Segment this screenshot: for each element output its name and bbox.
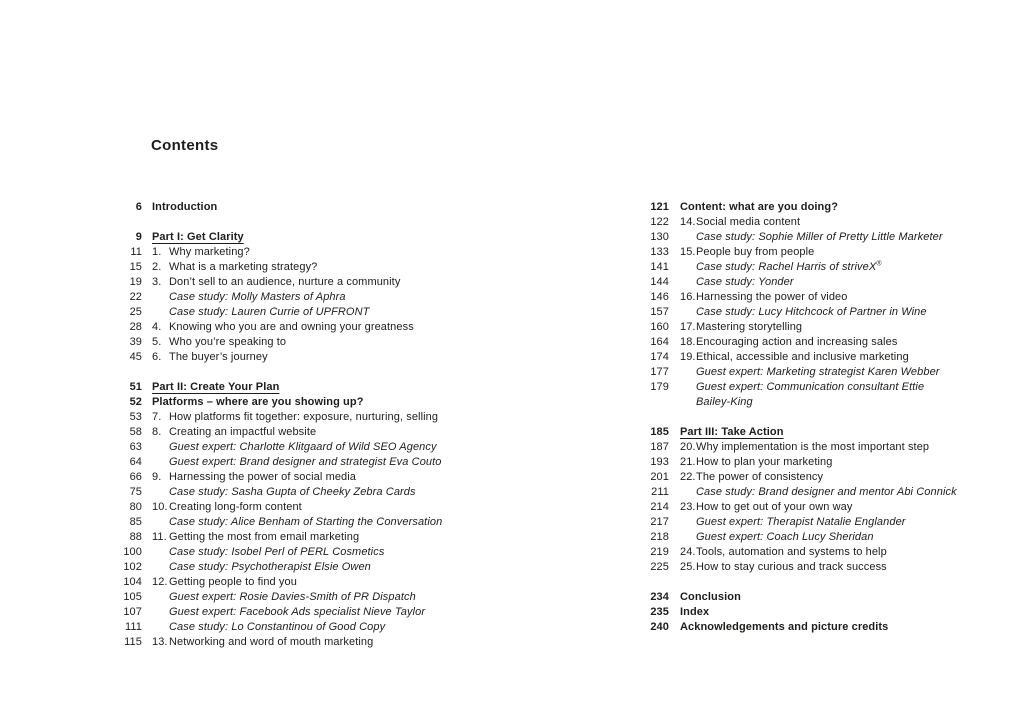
toc-page-number: 214 [650,501,669,513]
toc-chapter-entry [116,530,556,545]
toc-chapter-number: 6. [152,351,162,363]
toc-entry-text: Harnessing the power of social media [169,471,357,483]
toc-entry-text: Guest expert: Facebook Ads specialist Nieve Taylor [169,606,426,618]
toc-page-number: 179 [650,381,669,393]
toc-chapter-number: 20. [680,441,696,453]
toc-chapter-entry [116,260,556,275]
toc-chapter-number [680,485,696,500]
toc-entry-text: Creating an impactful website [169,426,317,438]
toc-entry-content [680,455,1013,470]
toc-entry-content [680,515,1013,530]
toc-entry-content [152,380,556,395]
toc-chapter-number: 22. [680,471,696,483]
toc-page-number: 22 [129,291,142,303]
toc-case-study-entry [643,380,1013,395]
toc-chapter-entry [643,350,1013,365]
toc-entry-text: Why marketing? [169,246,250,258]
toc-entry-content [680,560,1013,575]
toc-case-study-entry [116,440,556,455]
toc-page-number: 15 [129,261,142,273]
toc-chapter-number: 25. [680,561,696,573]
toc-entry-text: Conclusion [680,591,741,603]
toc-top-level-entry [643,605,1013,620]
toc-entry-content [680,530,1013,545]
toc-entry-content [152,410,556,425]
toc-page-number: 80 [129,501,142,513]
toc-page-number: 105 [123,591,142,603]
toc-chapter-entry [116,275,556,290]
toc-page-number: 75 [129,486,142,498]
toc-entry-content [152,440,556,455]
toc-page-number: 66 [129,471,142,483]
toc-entry-text: Getting people to find you [169,576,297,588]
toc-entry-text: Bailey-King [696,396,753,408]
toc-chapter-number [152,485,169,500]
toc-part-heading [116,380,556,395]
toc-entry-content [152,395,556,410]
toc-chapter-entry [643,335,1013,350]
toc-entry-text: Part III: Take Action [680,426,784,438]
registered-trademark-symbol: ® [876,260,882,268]
toc-entry-text: The power of consistency [696,471,824,483]
toc-chapter-number: 7. [152,411,162,423]
toc-entry-content [680,395,1013,410]
toc-spacer [643,410,1013,425]
toc-entry-content [152,230,556,245]
toc-entry-content [680,275,1013,290]
toc-entry-text: Guest expert: Communication consultant Ettie [696,381,925,393]
toc-page-number: 102 [123,561,142,573]
toc-case-study-entry [643,515,1013,530]
toc-case-study-entry [116,485,556,500]
toc-page-number: 217 [650,516,669,528]
toc-chapter-entry [643,455,1013,470]
toc-chapter-number [152,515,169,530]
toc-entry-content [152,545,556,560]
toc-page-number: 164 [650,336,669,348]
toc-entry-text: How to plan your marketing [696,456,833,468]
toc-case-study-entry [643,260,1013,275]
toc-chapter-number: 1. [152,246,162,258]
toc-entry-content [152,290,556,305]
toc-entry-content [152,335,556,350]
toc-case-study-entry [643,485,1013,500]
toc-chapter-number: 16. [680,291,696,303]
toc-entry-text: Guest expert: Coach Lucy Sheridan [696,531,874,543]
toc-case-study-entry [643,530,1013,545]
toc-chapter-entry [643,545,1013,560]
toc-page-number: 187 [650,441,669,453]
toc-case-study-entry [643,365,1013,380]
toc-chapter-entry [116,575,556,590]
toc-page-number: 185 [650,426,669,438]
toc-entry-text: Networking and word of mouth marketing [169,636,374,648]
toc-chapter-number: 24. [680,546,696,558]
toc-page-number: 85 [129,516,142,528]
toc-entry-text: Case study: Lauren Currie of UPFRONT [169,306,370,318]
toc-top-level-entry [643,620,1013,635]
toc-entry-text: Case study: Lucy Hitchcock of Partner in Wine [696,306,927,318]
toc-entry-content [152,635,556,650]
toc-entry-text: Ethical, accessible and inclusive marketing [696,351,909,363]
toc-entry-text: People buy from people [696,246,815,258]
toc-page-number: 225 [650,561,669,573]
toc-page-number: 133 [650,246,669,258]
toc-case-study-entry [643,275,1013,290]
toc-entry-content [152,485,556,500]
toc-page-number: 11 [130,246,142,258]
toc-entry-content [680,260,1013,275]
toc-entry-content [152,200,556,215]
toc-chapter-entry [643,560,1013,575]
toc-chapter-number [680,395,696,410]
toc-chapter-number: 4. [152,321,162,333]
toc-entry-content [152,605,556,620]
toc-entry-content [152,575,556,590]
toc-part-heading [643,425,1013,440]
toc-case-study-entry [116,455,556,470]
toc-entry-content [680,545,1013,560]
toc-page-number: 122 [650,216,669,228]
toc-entry-content [680,485,1013,500]
toc-entry-content [152,455,556,470]
toc-entry-content [152,500,556,515]
toc-chapter-number: 19. [680,351,696,363]
toc-entry-text: Encouraging action and increasing sales [696,336,898,348]
toc-chapter-number [152,305,169,320]
toc-page-number: 218 [650,531,669,543]
toc-page-number: 211 [651,486,669,498]
toc-entry-text: Why implementation is the most important step [696,441,930,453]
toc-entry-content [680,320,1013,335]
toc-entry-text: Don’t sell to an audience, nurture a community [169,276,401,288]
toc-entry-text: Case study: Brand designer and mentor Abi Connick [696,486,957,498]
toc-entry-text: Guest expert: Rosie Davies-Smith of PR Dispatch [169,591,416,603]
toc-entry-content [680,440,1013,455]
toc-page-number: 53 [129,411,142,423]
toc-entry-content [680,305,1013,320]
toc-case-study-entry [116,590,556,605]
toc-page-number: 234 [650,591,669,603]
toc-chapter-number [152,545,169,560]
toc-page-number: 160 [650,321,669,333]
toc-page-number: 141 [650,261,669,273]
toc-entry-content [680,425,1013,440]
toc-chapter-number: 11. [152,531,167,543]
toc-entry-text: Introduction [152,201,218,213]
toc-entry-text: Harnessing the power of video [696,291,848,303]
toc-entry-text: Acknowledgements and picture credits [680,621,889,633]
toc-entry-text: Guest expert: Charlotte Klitgaard of Wild SEO Agency [169,441,437,453]
toc-chapter-entry [116,500,556,515]
toc-chapter-number: 3. [152,276,162,288]
toc-entry-text: Knowing who you are and owning your greatness [169,321,414,333]
toc-page-number: 28 [129,321,142,333]
toc-entry-content [152,590,556,605]
toc-chapter-number [680,515,696,530]
toc-entry-text: Guest expert: Marketing strategist Karen Webber [696,366,940,378]
toc-page-number: 130 [650,231,669,243]
toc-page-number: 107 [123,606,142,618]
toc-column-left [116,200,556,650]
toc-entry-content [680,215,1013,230]
toc-entry-text: Case study: Lo Constantinou of Good Copy [169,621,386,633]
toc-chapter-number [680,275,696,290]
toc-chapter-entry [116,425,556,440]
toc-entry-content [680,350,1013,365]
toc-page-number: 88 [129,531,142,543]
toc-chapter-number [680,305,696,320]
toc-case-study-entry [116,620,556,635]
toc-page-number: 235 [650,606,669,618]
toc-chapter-number: 9. [152,471,162,483]
toc-entry-content [152,470,556,485]
toc-chapter-entry [116,635,556,650]
toc-page-number: 9 [135,231,142,243]
toc-chapter-entry [116,320,556,335]
toc-entry-text: Case study: Psychotherapist Elsie Owen [169,561,371,573]
toc-page-number: 51 [129,381,142,393]
toc-page-number: 63 [129,441,142,453]
toc-case-study-entry [643,305,1013,320]
toc-page-number: 201 [650,471,669,483]
toc-entry-text: How to get out of your own way [696,501,853,513]
toc-entry-content [152,245,556,260]
toc-entry-content [152,305,556,320]
toc-case-study-entry [116,290,556,305]
toc-entry-content [680,365,1013,380]
toc-chapter-entry [116,335,556,350]
toc-page-number: 39 [129,336,142,348]
toc-entry-text: Guest expert: Therapist Natalie Englander [696,516,906,528]
toc-entry-text: Case study: Yonder [696,276,794,288]
toc-case-study-entry [116,515,556,530]
toc-chapter-number [680,380,696,395]
toc-entry-text: Case study: Sophie Miller of Pretty Little Marketer [696,231,943,243]
toc-chapter-entry [643,290,1013,305]
toc-chapter-number [152,290,169,305]
toc-entry-content [680,230,1013,245]
toc-spacer [116,365,556,380]
toc-case-study-entry [116,560,556,575]
toc-entry-text: Part I: Get Clarity [152,231,244,243]
toc-chapter-number: 14. [680,216,696,228]
toc-top-level-entry [643,590,1013,605]
toc-entry-content [152,620,556,635]
toc-page-number: 111 [124,621,142,633]
toc-chapter-number: 23. [680,501,696,513]
toc-page-number: 100 [123,546,142,558]
toc-entry-content [152,515,556,530]
toc-entry-content [680,500,1013,515]
toc-chapter-entry [116,350,556,365]
toc-entry-content [152,275,556,290]
toc-chapter-number: 21. [680,456,696,468]
toc-page-number: 6 [135,201,142,213]
toc-chapter-number: 17. [680,321,696,333]
toc-page-number: 121 [650,201,669,213]
toc-chapter-entry [116,470,556,485]
toc-entry-content [152,560,556,575]
toc-entry-text: Case study: Sasha Gupta of Cheeky Zebra Cards [169,486,416,498]
toc-chapter-number [680,365,696,380]
toc-entry-text: The buyer’s journey [169,351,268,363]
toc-chapter-number [152,455,169,470]
toc-chapter-number [152,620,169,635]
toc-entry-text: Platforms – where are you showing up? [152,396,364,408]
toc-chapter-number: 2. [152,261,162,273]
toc-chapter-entry [643,320,1013,335]
toc-page-number: 174 [650,351,669,363]
toc-page-number [643,395,669,410]
toc-page-number: 177 [650,366,669,378]
toc-chapter-entry [643,470,1013,485]
toc-section-heading [643,200,1013,215]
toc-spacer [643,575,1013,590]
toc-chapter-number: 12. [152,576,168,588]
toc-entry-text: Creating long-form content [169,501,302,513]
toc-entry-text: Content: what are you doing? [680,201,839,213]
toc-page-number: 25 [129,306,142,318]
toc-chapter-number [152,590,169,605]
toc-entry-text: Getting the most from email marketing [169,531,360,543]
toc-entry-content [680,620,1013,635]
toc-entry-text: Part II: Create Your Plan [152,381,280,393]
toc-page-number: 64 [129,456,142,468]
toc-case-study-entry [116,545,556,560]
toc-entry-content [680,590,1013,605]
toc-top-level-entry [116,200,556,215]
toc-entry-text: Social media content [696,216,801,228]
toc-page-number: 104 [123,576,142,588]
toc-chapter-number: 13. [152,636,168,648]
toc-page-number: 58 [129,426,142,438]
toc-chapter-entry [643,215,1013,230]
page-title: Contents [151,137,219,155]
toc-entry-content [152,260,556,275]
toc-entry-text: How platforms fit together: exposure, nurturing, selling [169,411,439,423]
toc-entry-text: How to stay curious and track success [696,561,887,573]
toc-page-number: 146 [650,291,669,303]
toc-column-right [643,200,1013,635]
toc-chapter-number [152,440,169,455]
toc-part-heading [116,230,556,245]
toc-chapter-number: 15. [680,246,696,258]
toc-page-number: 219 [650,546,669,558]
toc-chapter-entry [116,245,556,260]
toc-entry-text: Index [680,606,710,618]
toc-chapter-entry [643,245,1013,260]
toc-entry-text: Tools, automation and systems to help [696,546,887,558]
toc-chapter-number [152,560,169,575]
toc-page-number: 193 [650,456,669,468]
toc-chapter-number [680,230,696,245]
toc-entry-continuation [643,395,1013,410]
toc-entry-content [680,470,1013,485]
toc-entry-content [680,380,1013,395]
toc-entry-text: Case study: Isobel Perl of PERL Cosmetics [169,546,385,558]
toc-chapter-number [680,530,696,545]
toc-entry-content [152,350,556,365]
toc-spacer [116,215,556,230]
toc-entry-text: What is a marketing strategy? [169,261,318,273]
toc-page-number: 19 [129,276,142,288]
toc-page-number: 157 [650,306,669,318]
toc-entry-content [680,245,1013,260]
toc-entry-content [680,200,1013,215]
toc-chapter-number [680,260,696,275]
toc-chapter-number: 8. [152,426,162,438]
toc-entry-content [680,335,1013,350]
toc-entry-text: Guest expert: Brand designer and strategist Eva Couto [169,456,442,468]
toc-entry-text: Case study: Rachel Harris of striveX® [696,260,882,273]
toc-entry-text: Case study: Alice Benham of Starting the Conversation [169,516,443,528]
toc-page-number: 144 [650,276,669,288]
toc-chapter-number [152,605,169,620]
toc-chapter-entry [643,500,1013,515]
toc-chapter-entry [643,440,1013,455]
toc-entry-content [152,530,556,545]
toc-case-study-entry [116,605,556,620]
toc-entry-text: Case study: Molly Masters of Aphra [169,291,346,303]
toc-page-number: 45 [129,351,142,363]
toc-entry-content [152,425,556,440]
toc-case-study-entry [643,230,1013,245]
toc-entry-content [680,290,1013,305]
toc-page-number: 115 [124,636,142,648]
toc-page-number: 52 [129,396,142,408]
toc-section-heading [116,395,556,410]
toc-entry-text: Who you’re speaking to [169,336,287,348]
toc-entry-content [152,320,556,335]
toc-chapter-entry [116,410,556,425]
toc-chapter-number: 18. [680,336,696,348]
toc-case-study-entry [116,305,556,320]
toc-entry-content [680,605,1013,620]
toc-entry-text: Mastering storytelling [696,321,803,333]
toc-chapter-number: 5. [152,336,162,348]
toc-page-number: 240 [650,621,669,633]
toc-chapter-number: 10. [152,501,168,513]
